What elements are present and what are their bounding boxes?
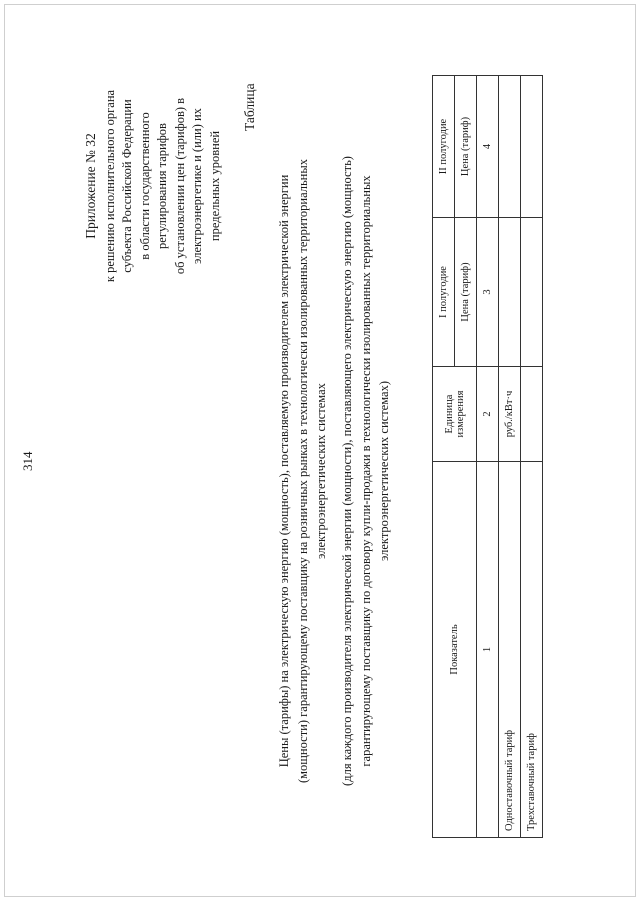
appendix-block (82, 81, 224, 291)
table-row (521, 76, 543, 838)
tariff-table (432, 75, 543, 838)
row-value-half1 (521, 218, 543, 367)
header-half2: II полугодие (433, 76, 455, 218)
col-number: 4 (477, 76, 499, 218)
heading-line: Цены (тарифы) на электрическую энергию (мощность), поставляемую производителем электрической энергии (277, 174, 291, 768)
subheading-line: электроэнергетических системах) (377, 380, 391, 562)
row-unit (521, 367, 543, 462)
page-number: 314 (20, 451, 35, 471)
table-header-row (433, 76, 455, 838)
table-number-row (477, 76, 499, 838)
row-unit: руб./кВт·ч (499, 367, 521, 462)
appendix-line: субъекта Российской Федерации (120, 99, 134, 273)
header-indicator: Показатель (433, 462, 477, 838)
col-number: 1 (477, 462, 499, 838)
subheader-price1: Цена (тариф) (455, 218, 477, 367)
row-name: Одноставочный тариф (499, 462, 521, 838)
subheading-line: (для каждого производителя электрической энергии (мощности), поставляющего электрическую энергию (мощность) (340, 156, 354, 786)
table-label: Таблица (242, 83, 257, 131)
subheading-line: гарантирующему поставщику по договору купли-продажи в технологически изолированных территориальных (358, 175, 373, 767)
heading-line: электроэнергетических системах (314, 383, 328, 559)
col-number: 3 (477, 218, 499, 367)
table-row (499, 76, 521, 838)
appendix-line: электроэнергетике и (или) их (190, 108, 204, 264)
row-value-half2 (499, 76, 521, 218)
appendix-line: предельных уровней (207, 130, 222, 242)
appendix-line: регулирования тарифов (155, 123, 169, 249)
appendix-line: в области государственного (137, 112, 152, 260)
header-half1: I полугодие (433, 218, 455, 367)
row-value-half1 (499, 218, 521, 367)
heading-line: (мощности) гарантирующему поставщику на розничных рынках в технологически изолированных территориальных (295, 158, 310, 784)
col-number: 2 (477, 367, 499, 462)
table-heading (275, 91, 331, 851)
appendix-line: к решению исполнительного органа (102, 89, 117, 283)
appendix-title: Приложение № 32 (83, 133, 98, 239)
subheader-price2: Цена (тариф) (455, 76, 477, 218)
table-subheading (338, 91, 394, 851)
row-name: Трехставочный тариф (521, 462, 543, 838)
header-unit: Единица измерения (433, 367, 477, 462)
appendix-line: об установлении цен (тарифов) в (172, 97, 187, 275)
row-value-half2 (521, 76, 543, 218)
